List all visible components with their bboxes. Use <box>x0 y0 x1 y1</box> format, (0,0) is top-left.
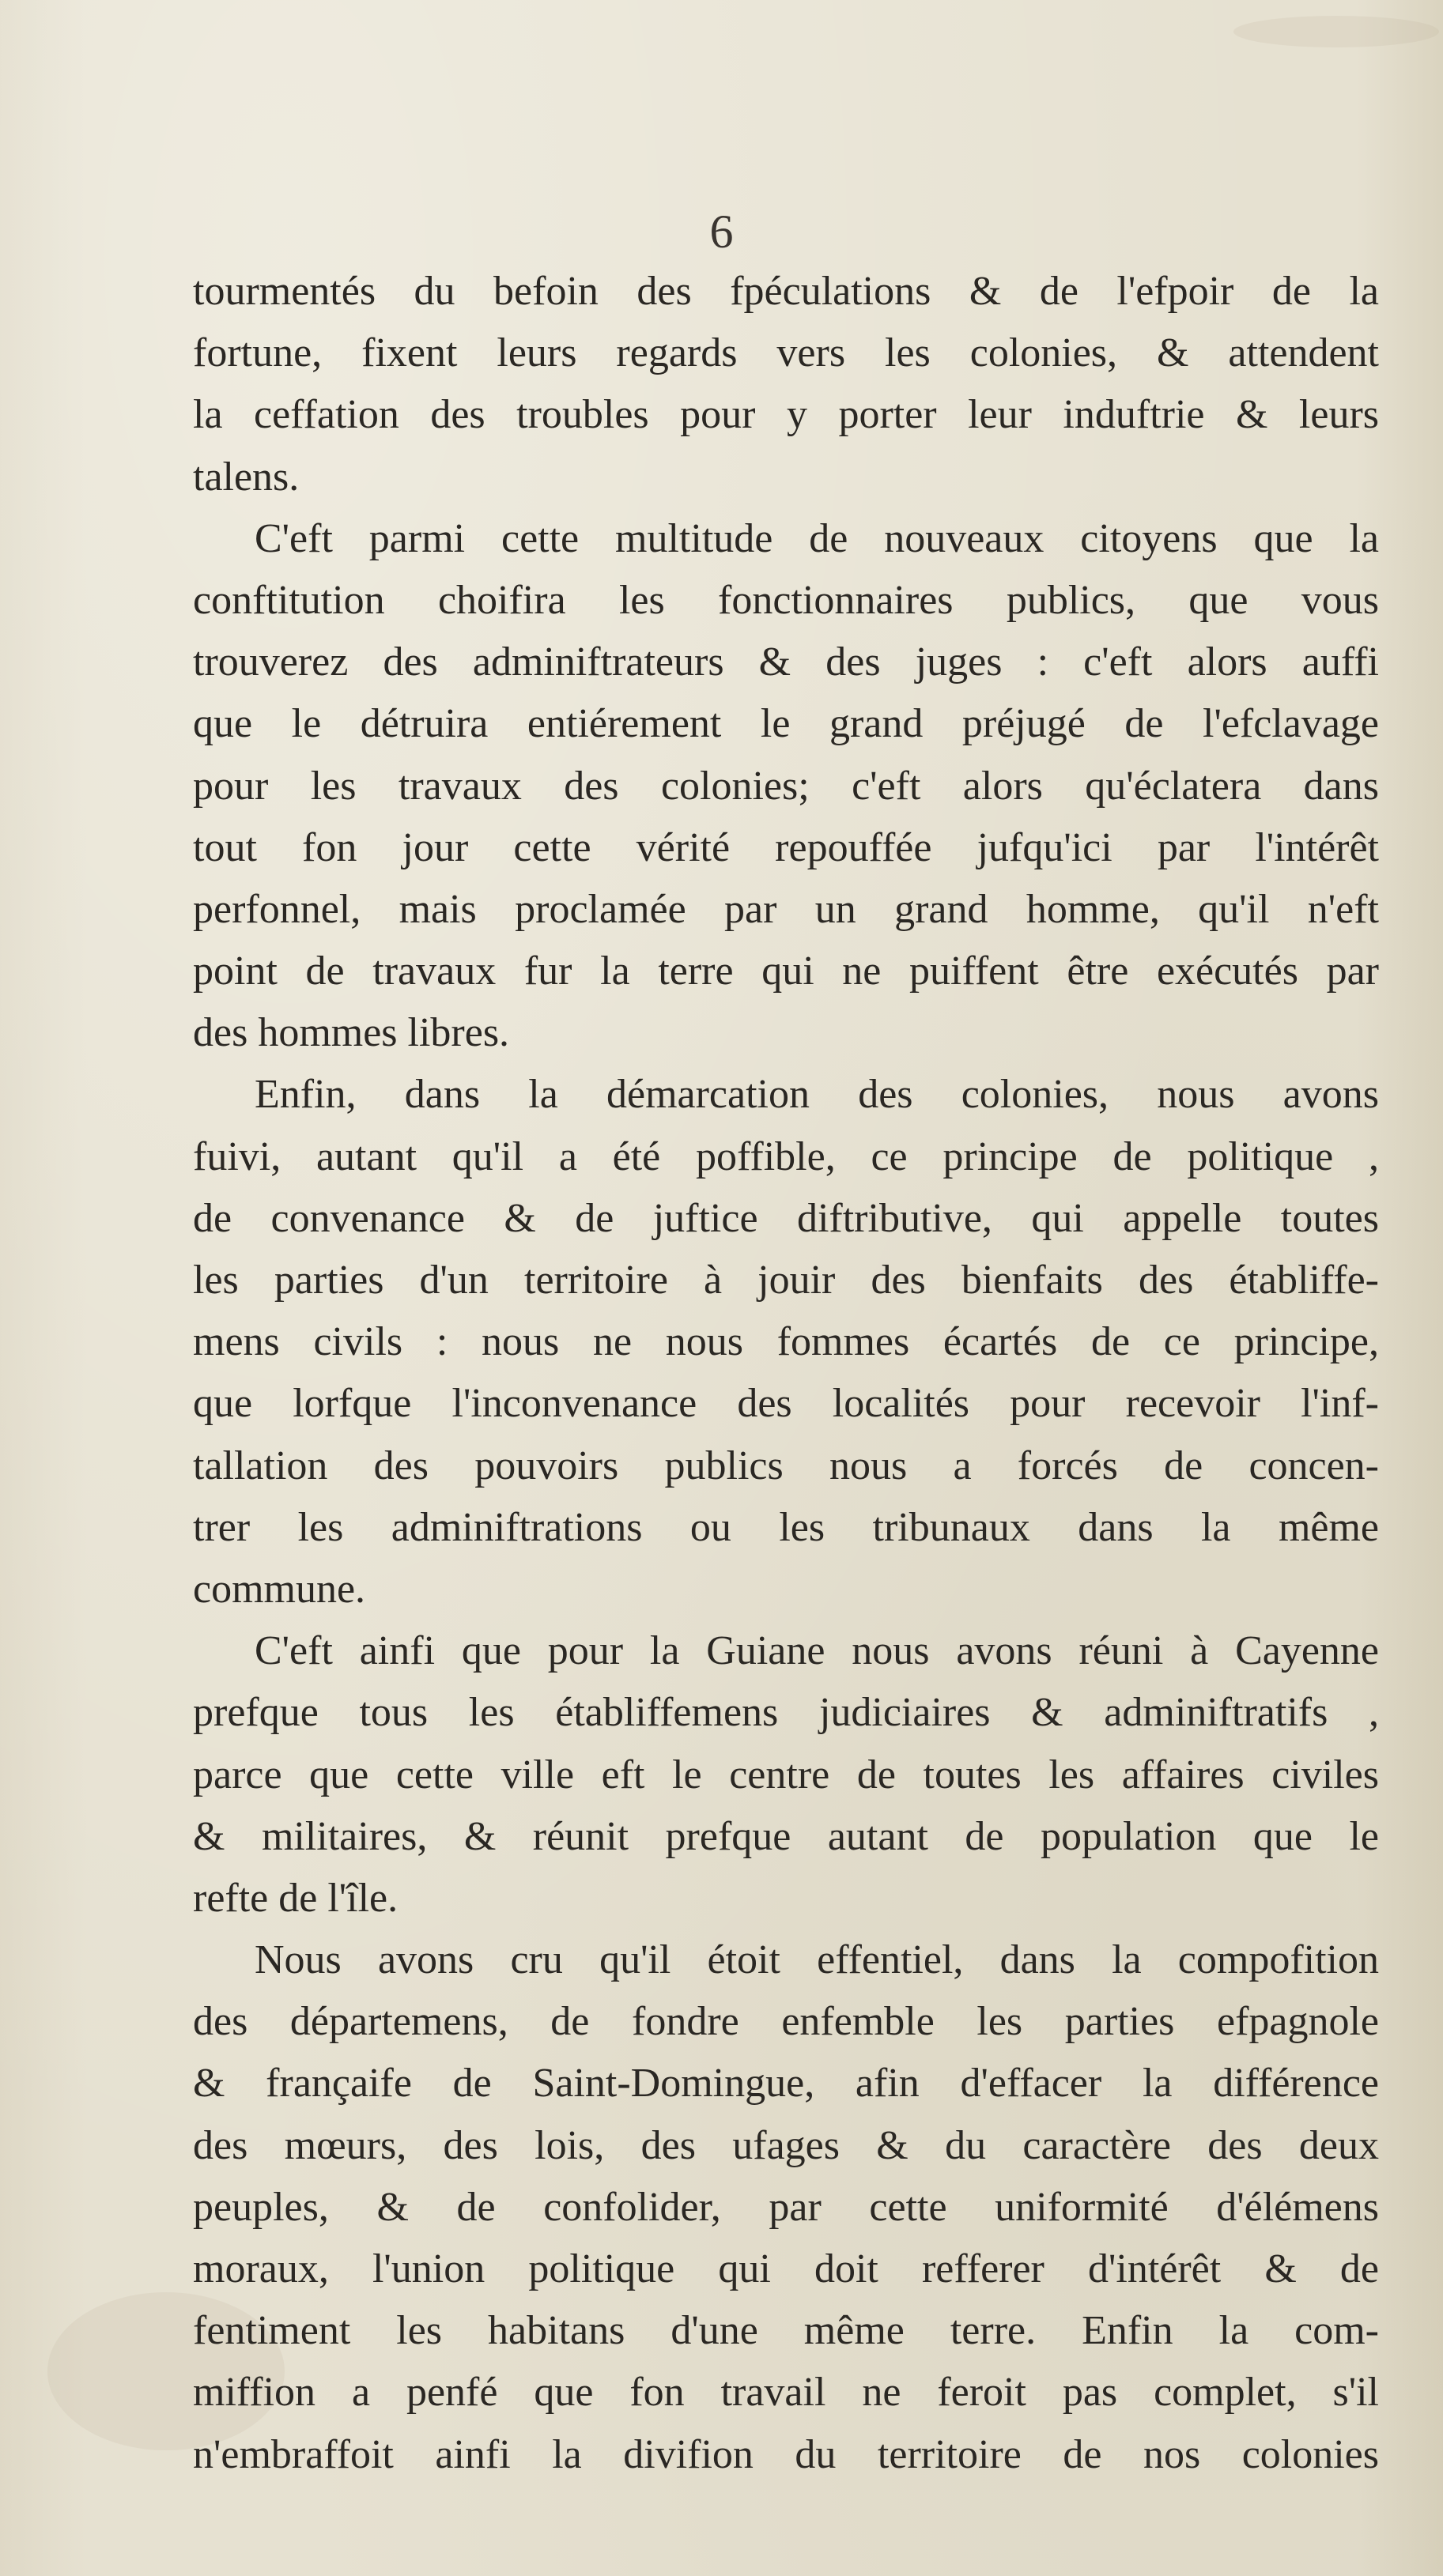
text-line: Enfin, dans la démarcation des colonies, nous avons <box>255 1072 1379 1118</box>
text-line: prefque tous les établiffemens judiciaires & adminiftratifs , <box>193 1690 1379 1736</box>
text-line: trouverez des adminiftrateurs & des juges : c'eft alors auffi <box>193 639 1379 685</box>
text-line: tout fon jour cette vérité repouffée jufqu'ici par l'intérêt <box>193 824 1379 870</box>
page-number: 6 <box>709 206 734 258</box>
text-line: mens civils : nous ne nous fommes écartés de ce principe, <box>193 1319 1379 1365</box>
text-line: des mœurs, des lois, des ufages & du caractère des deux <box>193 2122 1379 2168</box>
body-text <box>193 261 1379 2486</box>
text-line: pour les travaux des colonies; c'eft alors qu'éclatera dans <box>193 763 1379 809</box>
text-line: fentiment les habitans d'une même terre. Enfin la com- <box>193 2308 1379 2354</box>
paper-stain <box>1233 16 1439 47</box>
text-line: la ceffation des troubles pour y porter leur induftrie & leurs <box>193 392 1379 438</box>
text-line: fuivi, autant qu'il a été poffible, ce principe de politique , <box>193 1133 1379 1179</box>
text-line: tourmentés du befoin des fpéculations & de l'efpoir de la <box>193 269 1379 314</box>
text-line: tallation des pouvoirs publics nous a forcés de concen- <box>193 1443 1379 1488</box>
text-line: & militaires, & réunit prefque autant de population que le <box>193 1813 1379 1859</box>
text-line: que le détruira entiérement le grand préjugé de l'efclavage <box>193 701 1379 747</box>
text-line: les parties d'un territoire à jouir des bienfaits des établiffe- <box>193 1258 1379 1303</box>
text-line: peuples, & de confolider, par cette uniformité d'élémens <box>193 2184 1379 2230</box>
text-line: Nous avons cru qu'il étoit effentiel, dans la compofition <box>255 1937 1379 1983</box>
text-line: commune. <box>193 1566 366 1612</box>
text-line: & françaife de Saint-Domingue, afin d'effacer la différence <box>193 2061 1379 2106</box>
text-line: miffion a penfé que fon travail ne feroit pas complet, s'il <box>193 2370 1379 2416</box>
text-line: refte de l'île. <box>193 1875 399 1921</box>
text-line: des hommes libres. <box>193 1010 510 1056</box>
text-line: parce que cette ville eft le centre de toutes les affaires civiles <box>193 1752 1379 1797</box>
text-line: perfonnel, mais proclamée par un grand homme, qu'il n'eft <box>193 886 1379 932</box>
text-line: C'eft ainfi que pour la Guiane nous avons réuni à Cayenne <box>255 1628 1379 1674</box>
text-line: que lorfque l'inconvenance des localités pour recevoir l'inf- <box>193 1381 1379 1427</box>
text-line: des départemens, de fondre enfemble les parties efpagnole <box>193 1999 1379 2045</box>
text-line: conftitution choifira les fonctionnaires publics, que vous <box>193 577 1379 623</box>
text-line: n'embraffoit ainfi la divifion du territoire de nos colonies <box>193 2431 1379 2477</box>
text-line: moraux, l'union politique qui doit refferer d'intérêt & de <box>193 2246 1379 2291</box>
text-line: de convenance & de juftice diftributive, qui appelle toutes <box>193 1195 1379 1241</box>
text-line: point de travaux fur la terre qui ne puiffent être exécutés par <box>193 949 1379 994</box>
text-line: trer les adminiftrations ou les tribunaux dans la même <box>193 1504 1379 1550</box>
text-line: C'eft parmi cette multitude de nouveaux citoyens que la <box>255 515 1379 561</box>
text-line: talens. <box>193 454 300 500</box>
text-line: fortune, fixent leurs regards vers les colonies, & attendent <box>193 330 1379 376</box>
